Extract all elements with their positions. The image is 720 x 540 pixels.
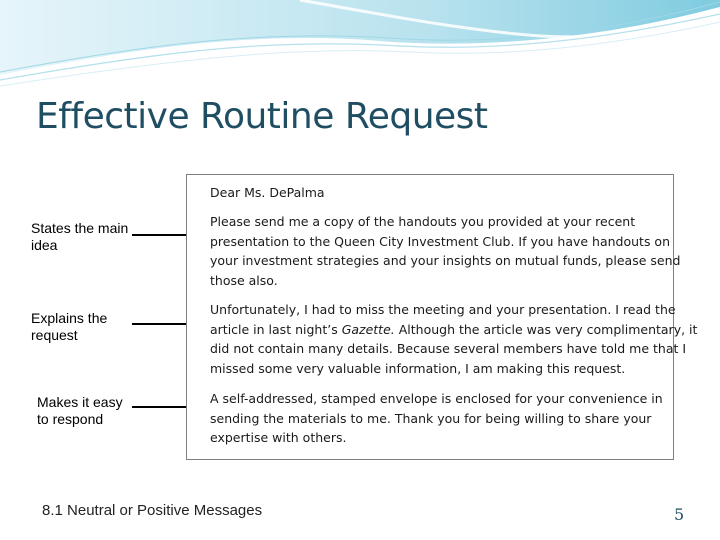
- label-explains-request-line1: Explains the: [31, 310, 108, 326]
- para1-line: presentation to the Queen City Investment Club. If you have handouts on: [210, 233, 671, 249]
- slide-title: Effective Routine Request: [36, 96, 488, 137]
- label-main-idea: [31, 220, 128, 254]
- letter-paragraph-1: [210, 212, 681, 290]
- para3-line: A self-addressed, stamped envelope is enclosed for your convenience in: [210, 391, 663, 406]
- salutation-text: Dear Ms. DePalma: [210, 185, 325, 200]
- label-easy-respond-line1: Makes it easy: [37, 394, 123, 410]
- label-easy-respond-line2: to respond: [37, 411, 104, 427]
- para3-line: expertise with others.: [210, 430, 347, 446]
- footer-text: 8.1 Neutral or Positive Messages: [42, 502, 263, 519]
- letter-box: [186, 174, 698, 460]
- letter-salutation: [210, 183, 660, 203]
- letter-paragraph-2: [210, 300, 698, 378]
- para2-line: [210, 320, 698, 340]
- para1-line: your investment strategies and your insights on mutual funds, please send: [210, 253, 681, 269]
- label-main-idea-line1: States the main: [31, 220, 129, 236]
- label-easy-respond: [37, 394, 123, 428]
- para1-line: those also.: [210, 272, 278, 288]
- page-number: 5: [674, 505, 685, 524]
- para2-text: Although the article was very complimentary, it: [394, 321, 698, 337]
- para2-line: missed some very valuable information, I am making this request.: [210, 360, 626, 376]
- label-main-idea-line2: idea: [31, 237, 58, 253]
- label-explains-request: [31, 310, 107, 344]
- para2-text: article in last night’s: [210, 321, 342, 337]
- para2-line: Unfortunately, I had to miss the meeting and your presentation. I read the: [210, 302, 676, 317]
- para1-line: Please send me a copy of the handouts you provided at your recent: [210, 214, 636, 229]
- newspaper-title: Gazette.: [341, 321, 395, 337]
- letter-paragraph-3: [210, 389, 663, 448]
- para3-line: sending the materials to me. Thank you for being willing to share your: [210, 410, 652, 426]
- para2-line: did not contain many details. Because several members have told me that I: [210, 341, 687, 357]
- decorative-banner: [0, 0, 720, 90]
- label-explains-request-line2: request: [31, 327, 78, 343]
